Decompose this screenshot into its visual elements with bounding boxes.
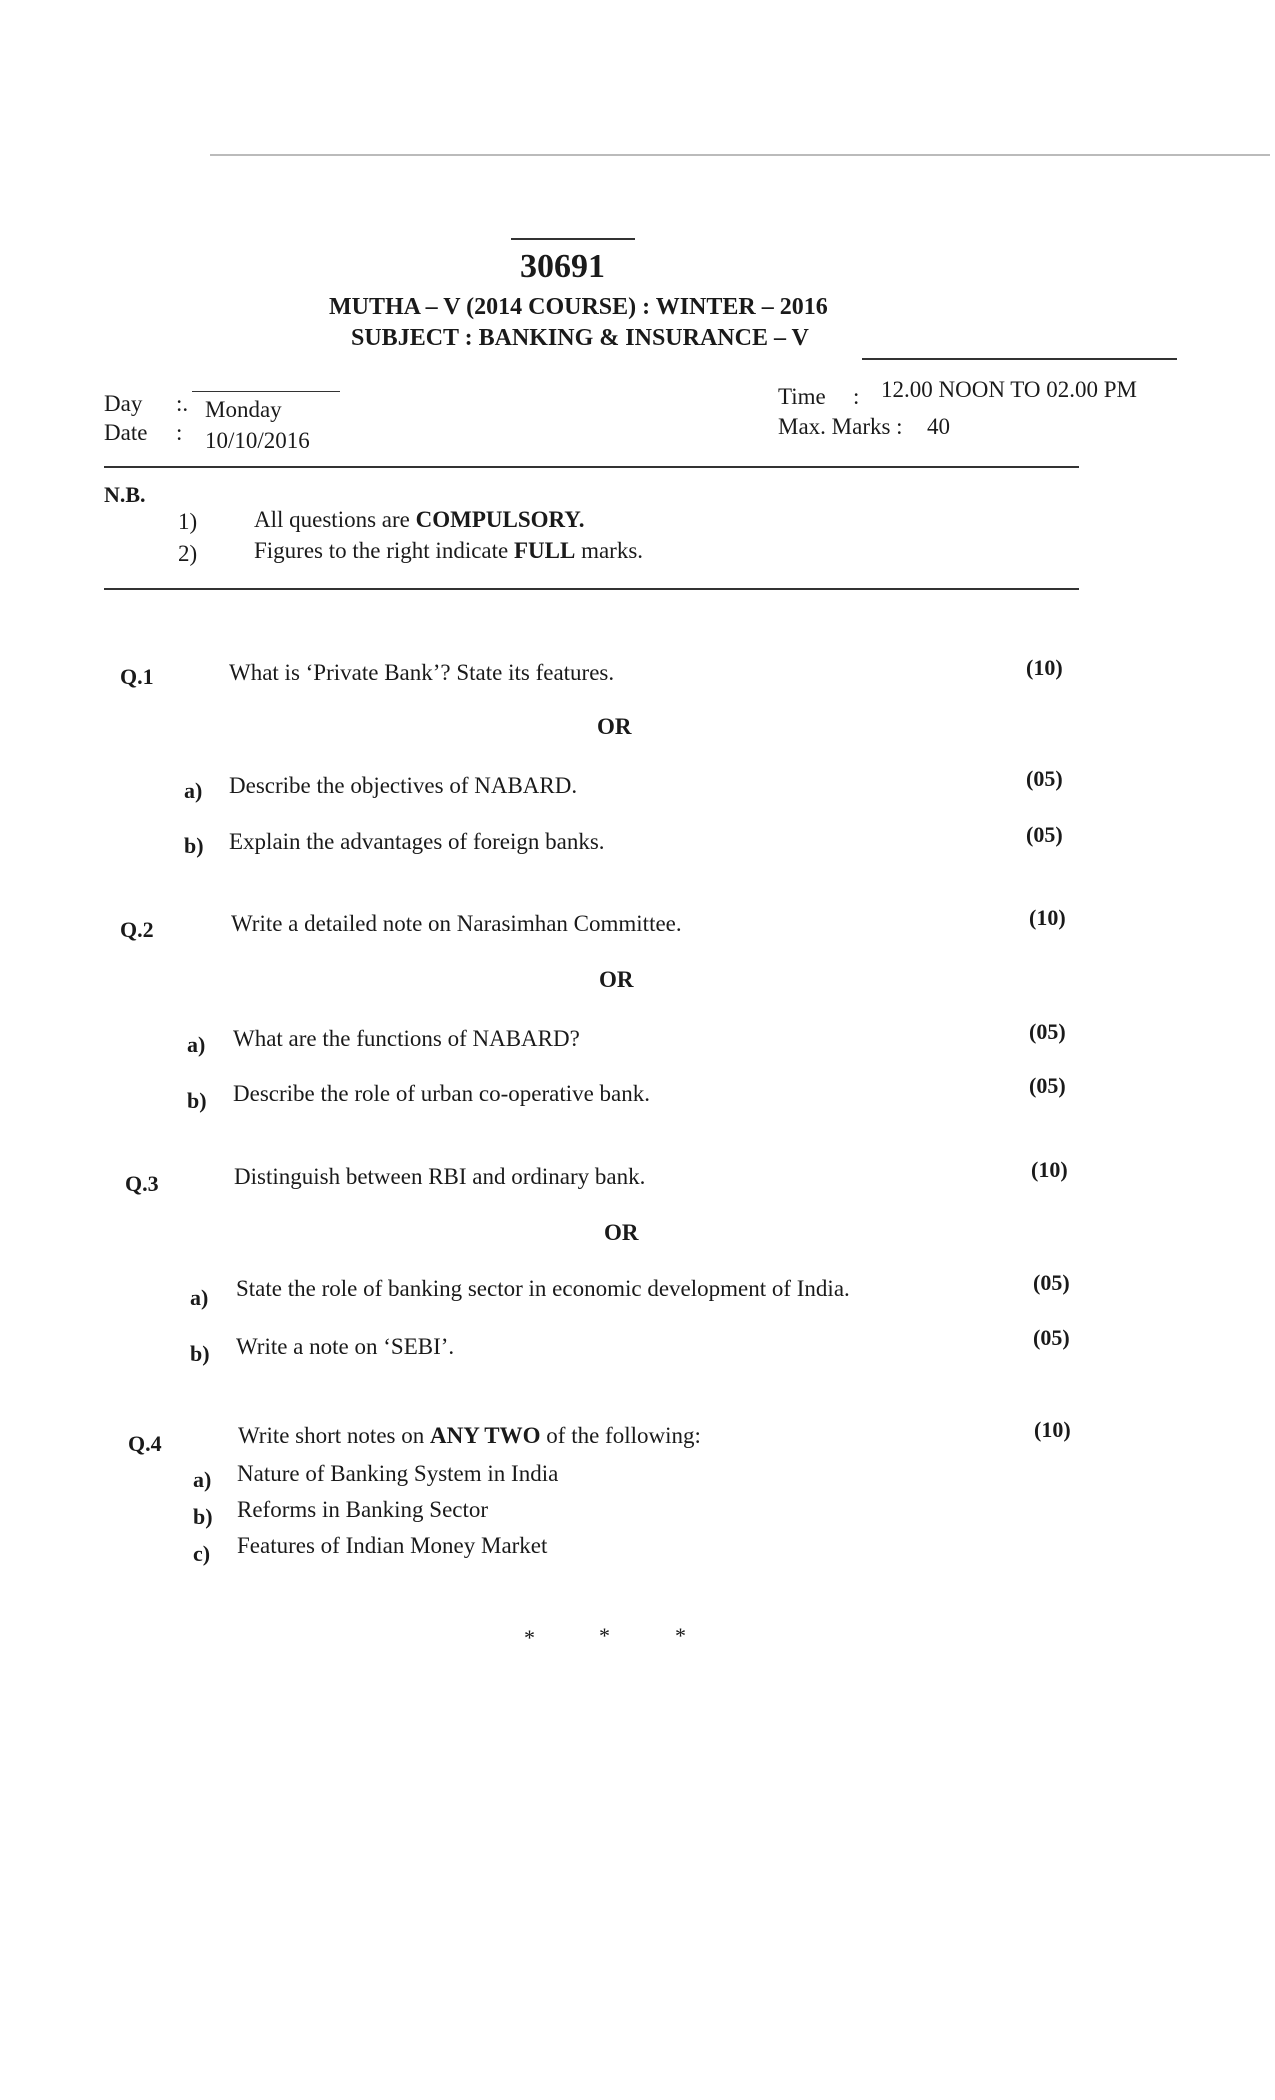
- sub-question-marks: (05): [1026, 822, 1063, 847]
- instruction-2-emphasis: FULL: [513, 538, 576, 563]
- max-marks-label: Max. Marks :: [778, 414, 903, 439]
- sub-question-label: b): [187, 1088, 207, 1113]
- question-marks: (10): [1029, 905, 1066, 930]
- question-number: Q.1: [120, 664, 154, 689]
- code-overline: [511, 238, 635, 240]
- question-marks: (10): [1034, 1417, 1071, 1442]
- question-marks: (10): [1031, 1157, 1068, 1182]
- end-star: *: [599, 1623, 610, 1648]
- sub-question-marks: (05): [1029, 1019, 1066, 1044]
- sub-question-text: Nature of Banking System in India: [237, 1461, 559, 1486]
- day-label: Day: [104, 391, 143, 416]
- question-text-emphasis: ANY TWO: [430, 1423, 541, 1448]
- sub-question-label: a): [187, 1032, 206, 1057]
- question-text: [238, 1423, 701, 1449]
- top-rule: [210, 154, 1270, 156]
- instruction-2: [254, 538, 643, 564]
- sub-question-label: a): [184, 778, 203, 803]
- instructions-divider: [104, 588, 1079, 590]
- question-number: Q.2: [120, 917, 154, 942]
- date-label: Date: [104, 420, 148, 445]
- sub-question-marks: (05): [1029, 1073, 1066, 1098]
- day-separator: :.: [176, 391, 189, 416]
- sub-question-text: Explain the advantages of foreign banks.: [229, 829, 605, 854]
- instruction-1-emphasis: COMPULSORY.: [415, 507, 585, 532]
- instruction-2-tail: marks.: [575, 538, 644, 563]
- question-text-tail: of the following:: [540, 1423, 701, 1448]
- sub-question-text: Describe the role of urban co-operative bank.: [233, 1081, 651, 1106]
- sub-question-label: b): [184, 833, 204, 858]
- or-separator: OR: [597, 714, 632, 739]
- instruction-number: 2): [178, 541, 198, 566]
- sub-question-text: Describe the objectives of NABARD.: [229, 773, 578, 798]
- question-marks: (10): [1026, 655, 1063, 680]
- date-value: 10/10/2016: [205, 428, 310, 453]
- question-text-lead: Write short notes on: [238, 1423, 430, 1448]
- question-text: Distinguish between RBI and ordinary bank.: [234, 1164, 646, 1189]
- subject-title: SUBJECT : BANKING & INSURANCE – V: [351, 325, 809, 351]
- sub-question-text: Features of Indian Money Market: [237, 1533, 548, 1558]
- paper-code: 30691: [520, 248, 605, 285]
- day-value: Monday: [205, 397, 282, 422]
- sub-question-marks: (05): [1033, 1270, 1070, 1295]
- instruction-1-text: All questions are: [254, 507, 416, 532]
- instruction-1: [254, 507, 585, 533]
- question-number: Q.4: [128, 1431, 162, 1456]
- time-value: 12.00 NOON TO 02.00 PM: [881, 377, 1138, 402]
- time-overline: [862, 358, 1177, 360]
- end-star: *: [524, 1625, 535, 1650]
- instruction-number: 1): [178, 509, 198, 534]
- time-separator: :: [853, 384, 860, 409]
- date-separator: :: [176, 420, 183, 445]
- question-number: Q.3: [125, 1171, 159, 1196]
- time-label: Time: [778, 384, 826, 409]
- sub-question-text: Write a note on ‘SEBI’.: [236, 1334, 455, 1359]
- sub-question-label: b): [193, 1504, 213, 1529]
- meta-divider: [104, 466, 1079, 468]
- or-separator: OR: [599, 967, 634, 992]
- instruction-2-text: Figures to the right indicate: [254, 538, 514, 563]
- nb-label: N.B.: [104, 482, 146, 507]
- question-text: Write a detailed note on Narasimhan Committee.: [231, 911, 682, 936]
- sub-question-text: State the role of banking sector in economic development of India.: [236, 1276, 850, 1301]
- sub-question-label: a): [190, 1285, 209, 1310]
- sub-question-marks: (05): [1026, 766, 1063, 791]
- exam-title: MUTHA – V (2014 COURSE) : WINTER – 2016: [329, 294, 828, 320]
- sub-question-label: a): [193, 1467, 212, 1492]
- sub-question-text: What are the functions of NABARD?: [233, 1026, 580, 1051]
- end-star: *: [675, 1623, 686, 1648]
- sub-question-label: b): [190, 1341, 210, 1366]
- or-separator: OR: [604, 1220, 639, 1245]
- day-overline: [192, 391, 340, 392]
- max-marks-value: 40: [927, 414, 950, 439]
- sub-question-text: Reforms in Banking Sector: [237, 1497, 489, 1522]
- sub-question-marks: (05): [1033, 1325, 1070, 1350]
- question-text: What is ‘Private Bank’? State its features.: [229, 660, 615, 685]
- sub-question-label: c): [193, 1541, 211, 1566]
